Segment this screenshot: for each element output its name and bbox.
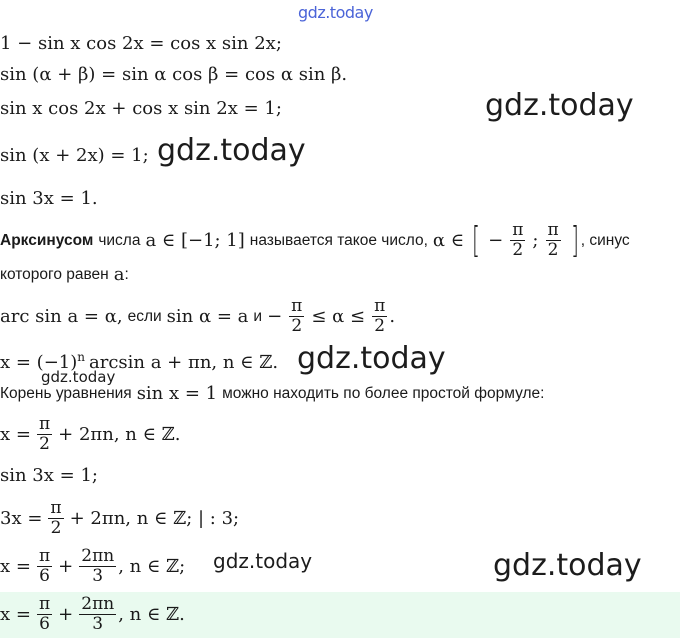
- root-math: sin x = 1: [136, 383, 218, 404]
- left-bracket: [: [472, 219, 480, 261]
- definition-math: a ∈ [−1; 1]: [145, 229, 245, 251]
- formula-3: x = $\frac{\pi}{6}$ + $\frac{2\pi n}{3}$ , n ∈ ℤ;: [0, 546, 186, 586]
- fraction: $\frac{2\pi n}{3}$: [81, 594, 115, 634]
- arcsin-math: arc sin a = α,: [0, 305, 123, 327]
- definition-math: α ∈: [432, 229, 465, 251]
- formula-2: 3x = $\frac{\pi}{2}$ + 2πn, n ∈ ℤ; | : 3;: [0, 498, 240, 538]
- fraction: $\frac{\pi}{6}$: [38, 546, 51, 586]
- definition-text: числа: [98, 231, 141, 249]
- watermark: gdz.today: [157, 133, 306, 168]
- watermark: gdz.today: [493, 548, 642, 583]
- definition-text: которого равен: [0, 266, 109, 283]
- arcsin-math: ≤ α ≤: [311, 305, 366, 327]
- definition-line-2: [0, 264, 129, 286]
- watermark: gdz.today: [213, 549, 313, 573]
- sin3x-line: sin 3x = 1;: [0, 465, 98, 486]
- root-text-line: [0, 383, 544, 405]
- fraction: $\frac{\pi}{2}$: [512, 220, 524, 260]
- definition-text: :: [124, 266, 129, 283]
- definition-text: , синус: [580, 231, 630, 249]
- fraction: $\frac{\pi}{2}$: [291, 296, 303, 336]
- definition-math: a: [113, 264, 125, 285]
- definition-line: [0, 219, 630, 261]
- watermark: gdz.today: [41, 368, 116, 386]
- equation-line-3: sin x cos 2x + cos x sin 2x = 1;: [0, 98, 282, 119]
- general-solution-line: $x = (-1)^n$ arcsin a + πn, n ∈ ℤ.: [0, 350, 279, 373]
- equation-line-4: sin (x + 2x) = 1;: [0, 145, 149, 166]
- equation-line-1: 1 − sin x cos 2x = cos x sin 2x;: [0, 33, 282, 54]
- fraction: $\frac{2\pi n}{3}$: [81, 546, 115, 586]
- equation-line-5: sin 3x = 1.: [0, 188, 98, 209]
- fraction: $\frac{\pi}{2}$: [547, 220, 559, 260]
- arcsin-line: [0, 298, 395, 335]
- watermark: gdz.today: [485, 88, 634, 123]
- watermark: gdz.today: [297, 341, 446, 376]
- minus-sign: −: [488, 229, 504, 251]
- root-text: Корень уравнения: [0, 385, 132, 402]
- period: .: [389, 305, 396, 327]
- answer-formula: x = $\frac{\pi}{6}$ + $\frac{2\pi n}{3}$ , n ∈ ℤ.: [0, 594, 185, 634]
- separator: ;: [532, 229, 539, 251]
- fraction: $\frac{\pi}{2}$: [50, 498, 62, 538]
- right-bracket: ]: [570, 219, 579, 261]
- fraction: $\frac{\pi}{2}$: [38, 414, 51, 454]
- minus-sign: −: [267, 305, 283, 327]
- watermark-top: gdz.today: [298, 3, 373, 22]
- identity-line: sin (α + β) = sin α cos β = cos α sin β.: [0, 64, 348, 85]
- fraction: $\frac{\pi}{2}$: [374, 296, 386, 336]
- arcsin-text: и: [253, 307, 263, 325]
- fraction: $\frac{\pi}{6}$: [38, 594, 51, 634]
- formula-1: x = $\frac{\pi}{2}$ + 2πn, n ∈ ℤ.: [0, 414, 181, 454]
- arcsin-text: если: [127, 307, 162, 325]
- root-text: можно находить по более простой формуле:: [222, 385, 545, 402]
- definition-text: называется такое число,: [249, 231, 428, 249]
- arcsin-math: sin α = a: [166, 305, 249, 327]
- definition-term: Арксинусом: [0, 231, 94, 249]
